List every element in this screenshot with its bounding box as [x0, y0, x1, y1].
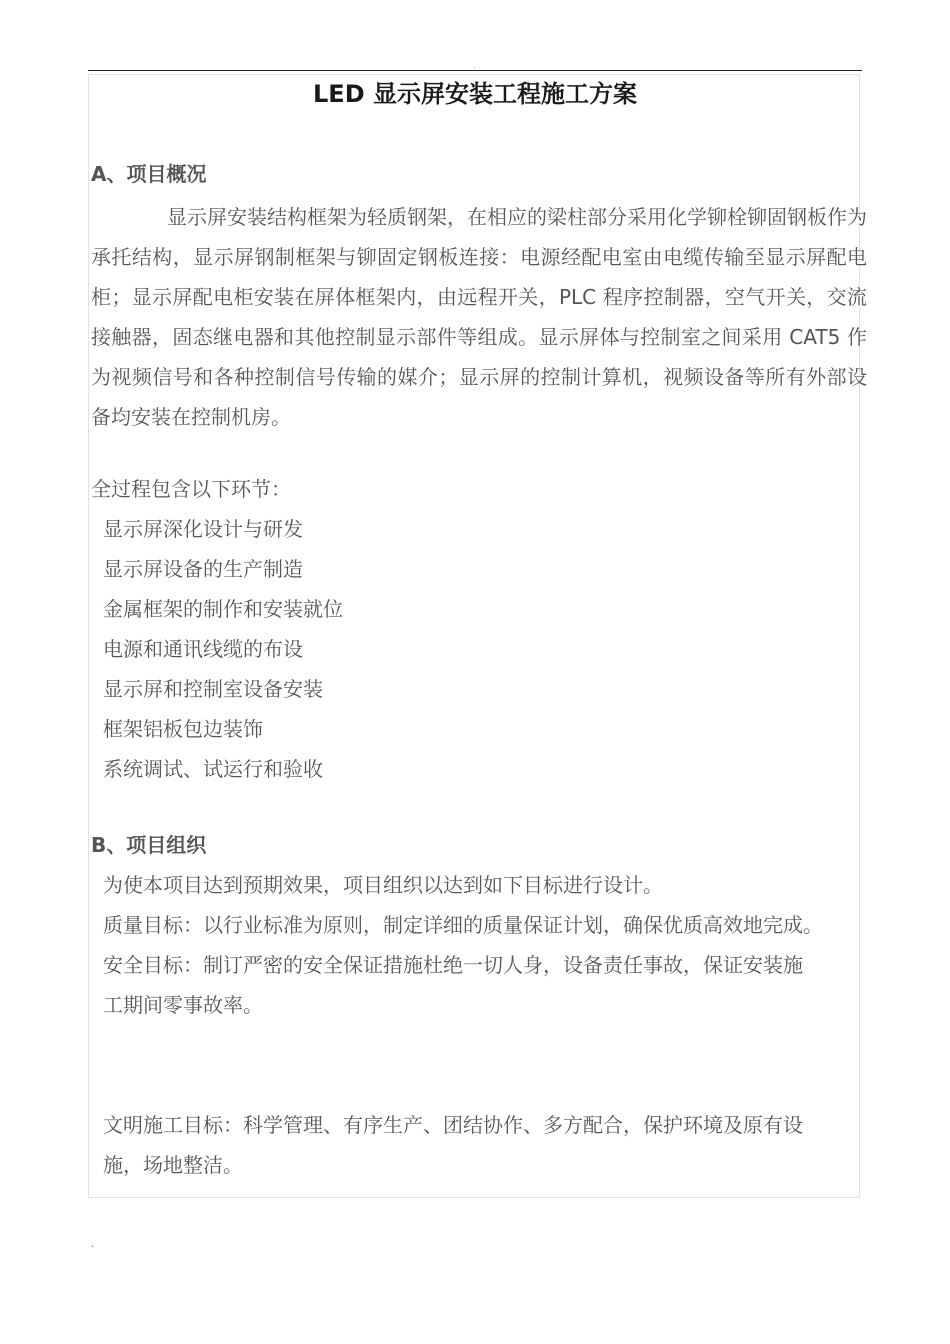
civil-goal-line-2: 施，场地整洁。	[103, 1153, 243, 1177]
section-a-heading: A、项目概况	[91, 162, 207, 186]
safety-goal-line-1: 安全目标：制订严密的安全保证措施杜绝一切人身，设备责任事故，保证安装施	[103, 953, 803, 977]
section-b-intro: 为使本项目达到预期效果，项目组织以达到如下目标进行设计。	[103, 873, 663, 897]
process-step: 金属框架的制作和安装就位	[103, 597, 343, 621]
process-step: 框架铝板包边装饰	[103, 717, 263, 741]
civil-goal-line-1: 文明施工目标：科学管理、有序生产、团结协作、多方配合，保护环境及原有设	[103, 1113, 803, 1137]
process-intro: 全过程包含以下环节：	[91, 477, 291, 501]
footer-dot: .	[91, 1239, 95, 1250]
process-step: 显示屏和控制室设备安装	[103, 677, 323, 701]
process-step: 显示屏深化设计与研发	[103, 517, 303, 541]
safety-goal-line-2: 工期间零事故率。	[103, 993, 263, 1017]
section-a-paragraph: 显示屏安装结构框架为轻质钢架，在相应的梁柱部分采用化学铆栓铆固钢板作为承托结构，显示屏钢制框架与铆固定钢板连接：电源经配电室由电缆传输至显示屏配电柜；显示屏配电柜安装在屏体框架内，由远程开关，PLC 程序控制器，空气开关，交流接触器，固态继电器和其他控制显示部件等组成。显示屏体与控制室之间采用 CAT5 作为视频信号和各种控制信号传输的媒介；显示屏的控制计算机，视频设备等所有外部设备均安装在控制机房。	[91, 205, 867, 429]
header-rule	[88, 70, 862, 71]
header-dot: .	[473, 61, 476, 70]
document-title: LED 显示屏安装工程施工方案	[313, 80, 637, 108]
process-step: 系统调试、试运行和验收	[103, 757, 323, 781]
section-b-heading: B、项目组织	[91, 833, 207, 857]
process-step: 显示屏设备的生产制造	[103, 557, 303, 581]
process-step: 电源和通讯线缆的布设	[103, 637, 303, 661]
quality-goal: 质量目标：以行业标准为原则，制定详细的质量保证计划，确保优质高效地完成。	[103, 913, 823, 937]
